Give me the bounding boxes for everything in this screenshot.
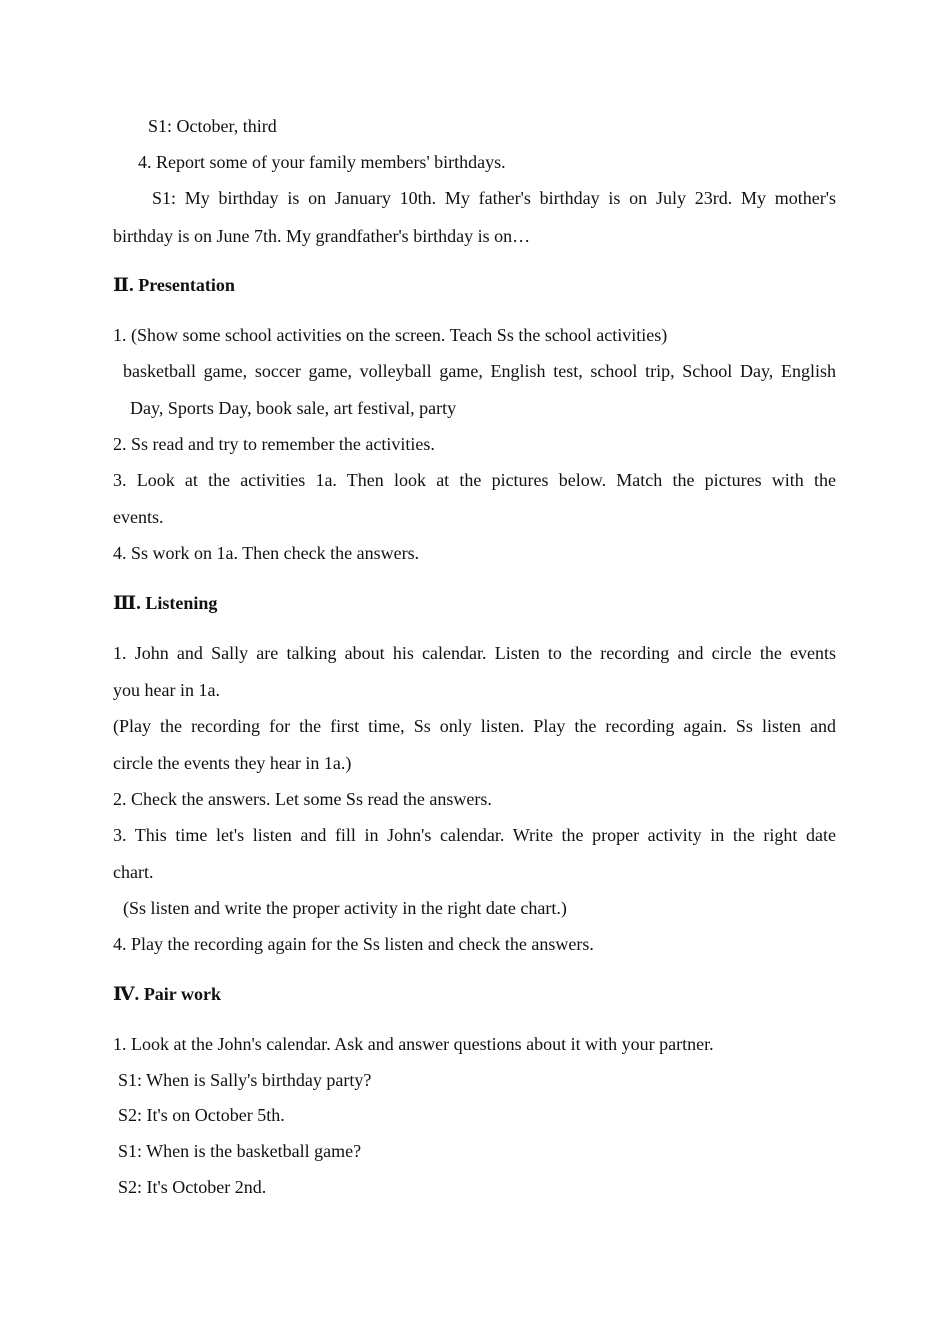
intro-example-line-1: S1: My birthday is on January 10th. My father's birthday is on July 23rd. My mother's — [152, 188, 836, 208]
section-heading-presentation — [113, 274, 235, 297]
presentation-item-1: 1. (Show some school activities on the screen. Teach Ss the school activities) — [113, 325, 668, 345]
presentation-activities-line-2: Day, Sports Day, book sale, art festival, party — [130, 398, 457, 418]
dialogue-line: S1: When is Sally's birthday party? — [118, 1070, 372, 1090]
listening-item-2: 2. Check the answers. Let some Ss read the answers. — [113, 789, 492, 809]
listening-item-3-line-2: chart. — [113, 862, 154, 882]
section-numeral: Ⅲ. — [113, 593, 141, 614]
presentation-activities-line-1: basketball game, soccer game, volleyball game, English test, school trip, School Day, English — [123, 361, 836, 381]
section-numeral: Ⅳ. — [113, 984, 140, 1005]
pairwork-item-1: 1. Look at the John's calendar. Ask and answer questions about it with your partner. — [113, 1034, 714, 1054]
listening-item-4: 4. Play the recording again for the Ss listen and check the answers. — [113, 934, 594, 954]
presentation-item-4: 4. Ss work on 1a. Then check the answers. — [113, 543, 420, 563]
listening-note-line-1: (Play the recording for the first time, Ss only listen. Play the recording again. Ss listen and — [113, 716, 836, 736]
section-title: Pair work — [143, 984, 221, 1004]
presentation-item-3-line-2: events. — [113, 507, 164, 527]
presentation-item-3-line-1: 3. Look at the activities 1a. Then look at the pictures below. Match the pictures with the — [113, 470, 836, 490]
intro-s1-answer: S1: October, third — [148, 116, 277, 136]
dialogue-line: S1: When is the basketball game? — [118, 1141, 362, 1161]
section-title: Listening — [145, 593, 218, 613]
listening-item-1-line-1: 1. John and Sally are talking about his calendar. Listen to the recording and circle the events — [113, 643, 836, 663]
listening-item-1-line-2: you hear in 1a. — [113, 680, 220, 700]
dialogue-line: S2: It's on October 5th. — [118, 1105, 285, 1125]
section-numeral: Ⅱ. — [113, 275, 134, 296]
dialogue-line: S2: It's October 2nd. — [118, 1177, 267, 1197]
section-title: Presentation — [138, 275, 235, 295]
presentation-item-2: 2. Ss read and try to remember the activities. — [113, 434, 435, 454]
section-heading-listening — [113, 592, 217, 615]
intro-step-4: 4. Report some of your family members' birthdays. — [138, 152, 506, 172]
listening-note-line-2: circle the events they hear in 1a.) — [113, 753, 352, 773]
listening-item-3-line-1: 3. This time let's listen and fill in John's calendar. Write the proper activity in the right date — [113, 825, 836, 845]
listening-item-3-note: (Ss listen and write the proper activity in the right date chart.) — [123, 898, 567, 918]
intro-example-line-2: birthday is on June 7th. My grandfather's birthday is on… — [113, 226, 531, 246]
section-heading-pair-work — [113, 983, 221, 1006]
